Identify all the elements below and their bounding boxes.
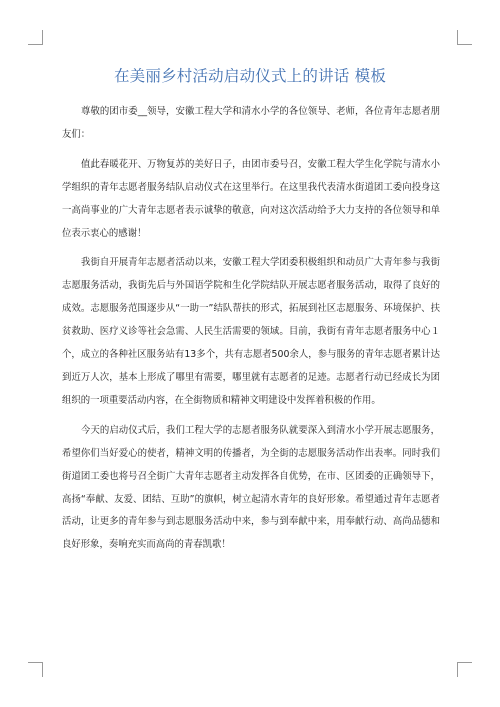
body-paragraph-1: 值此春暖花开、万物复苏的美好日子，由团市委号召，安徽工程大学生化学院与清水小学组织的青年志愿者服务结队启动仪式在这里举行。在这里我代表清水街道团工委向投身这一高尚事业的广大青年志愿者表示诚挚的敬意，向对这次活动给予大力支持的各位领导和单位表示衷心的感谢！ (62, 158, 440, 239)
crop-mark-top-right (457, 30, 472, 45)
crop-mark-top-left (28, 30, 43, 45)
document-title: 在美丽乡村活动启动仪式上的讲话 模板 (113, 67, 387, 85)
crop-mark-bottom-left (28, 662, 43, 677)
crop-mark-bottom-right (457, 662, 472, 677)
body-paragraph-3: 今天的启动仪式后，我们工程大学的志愿者服务队就要深入到清水小学开展志愿服务，希望你们当好爱心的使者，精神文明的传播者，为全街的志愿服务活动作出表率。同时我们街道团工委也将号召全街广大青年志愿者主动发挥各自优势，在市、区团委的正确领导下，高扬“奉献、友爱、团结、互助”的旗帜，树立起清水青年的良好形象。希望通过青年志愿者活动，让更多的青年参与到志愿服务活动中来，参与到奉献中来，用奉献行动、高尚品德和良好形象，奏响充实而高尚的青春凯歌！ (62, 424, 440, 551)
body-paragraph-2: 我街自开展青年志愿者活动以来，安徽工程大学团委积极组织和动员广大青年参与我街志愿服务活动，我街先后与外国语学院和生化学院结队开展志愿者服务活动，取得了良好的成效。志愿服务范围逐步从“一助一”结队帮扶的形式，拓展到社区志愿服务、环境保护、扶贫救助、医疗义诊等社会急需、人民生活需要的领域。目前，我街有青年志愿者服务中心１个，成立的各种社区服务站有13多个，共有志愿者500余人，参与服务的青年志愿者累计达到近万人次，基本上形成了哪里有需要，哪里就有志愿者的足迹。志愿者行动已经成长为团组织的一项重要活动内容，在全街物质和精神文明建设中发挥着积极的作用。 (62, 257, 440, 406)
document-body (62, 101, 440, 564)
salutation-paragraph: 尊敬的团市委__领导，安徽工程大学和清水小学的各位领导、老师，各位青年志愿者朋友们： (62, 106, 440, 140)
